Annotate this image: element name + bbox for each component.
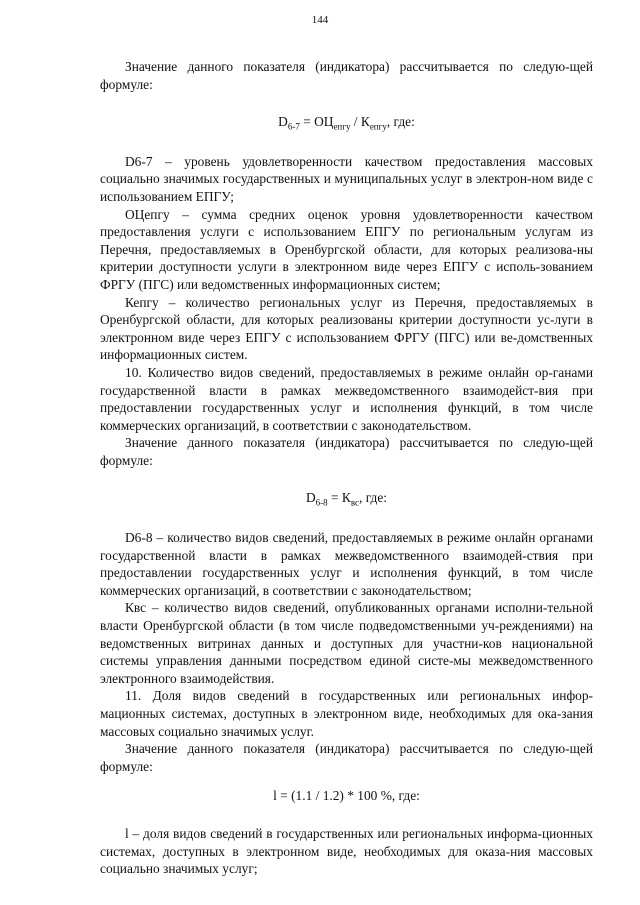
paragraph-formula-intro-1: Значение данного показателя (индикатора) рассчитывается по следую-щей формуле: <box>100 59 593 92</box>
paragraph-formula-intro-3: Значение данного показателя (индикатора) рассчитывается по следую-щей формуле: <box>100 741 593 774</box>
formula-l: l = (1.1 / 1.2) * 100 %, где: <box>273 788 420 804</box>
paragraph-k-epgu-definition: Кепгу – количество региональных услуг из Перечня, предоставляемых в Оренбургской области, для которых реализованы критерии доступности ус-луги в электронном виде через ЕПГУ с использованием ФРГУ (ПГС) или ве-домственных информационных систем. <box>100 294 593 363</box>
paragraph-k-vs-definition: Квс – количество видов сведений, опубликованных органами исполни-тельной власти Оренбургской области (в том числе подведомственными уч-реждениями) на ведомственных витринах данных и доступных для участни-ков национальной системы управления данными посредством единой систе-мы межведомственного электронного взаимодействия. <box>100 600 593 686</box>
paragraph-oc-definition: ОЦепгу – сумма средних оценок уровня удовлетворенности качеством предоставления услуги с использованием ЕПГУ по региональным услугам из Перечня, предоставляемых в Оренбургской области, для которых реализова-ны критерии доступности услуги в электронном виде через ЕПГУ с исполь-зованием ФРГУ (ПГС) или ведомственных информационных систем; <box>100 206 593 292</box>
document-body <box>100 58 593 878</box>
formula-d6-8: $D_{6-8} = К_{вс}$, где: <box>305 490 388 509</box>
paragraph-d6-7-definition: D6-7 – уровень удовлетворенности качеством предоставления массовых социально значимых государственных и муниципальных услуг в электрон-ном виде с использованием ЕПГУ; <box>100 153 593 204</box>
page-number: 144 <box>311 14 329 26</box>
paragraph-item-11: 11. Доля видов сведений в государственных или региональных инфор-мационных системах, доступных в электронном виде, необходимых для ока-зания массовых социально значимых услуг. <box>100 688 593 739</box>
paragraph-l-definition: l – доля видов сведений в государственных или региональных информа-ционных системах, доступных в электронном виде, необходимых для оказа-ния массовых социально значимых услуг; <box>100 825 593 877</box>
paragraph-formula-intro-2: Значение данного показателя (индикатора) рассчитывается по следую-щей формуле: <box>100 435 593 468</box>
paragraph-item-10: 10. Количество видов сведений, предоставляемых в режиме онлайн ор-ганами государственной власти в рамках межведомственного взаимодейст-вия при предоставлении государственных услуг и исполнения функций, в том числе коммерческих организаций, в соответствии с законодательством. <box>100 364 593 433</box>
paragraph-d6-8-definition: D6-8 – количество видов сведений, предоставляемых в режиме онлайн органами государственной власти в рамках межведомственного взаимодей-ствия при предоставлении государственных услуг и исполнения функций, в том числе коммерческих организаций, в соответствии с законодательством; <box>100 530 593 598</box>
formula-d6-7: $D_{6-7} = ОЦ_{епгу} / К_{епгу}$, где: <box>278 114 415 132</box>
